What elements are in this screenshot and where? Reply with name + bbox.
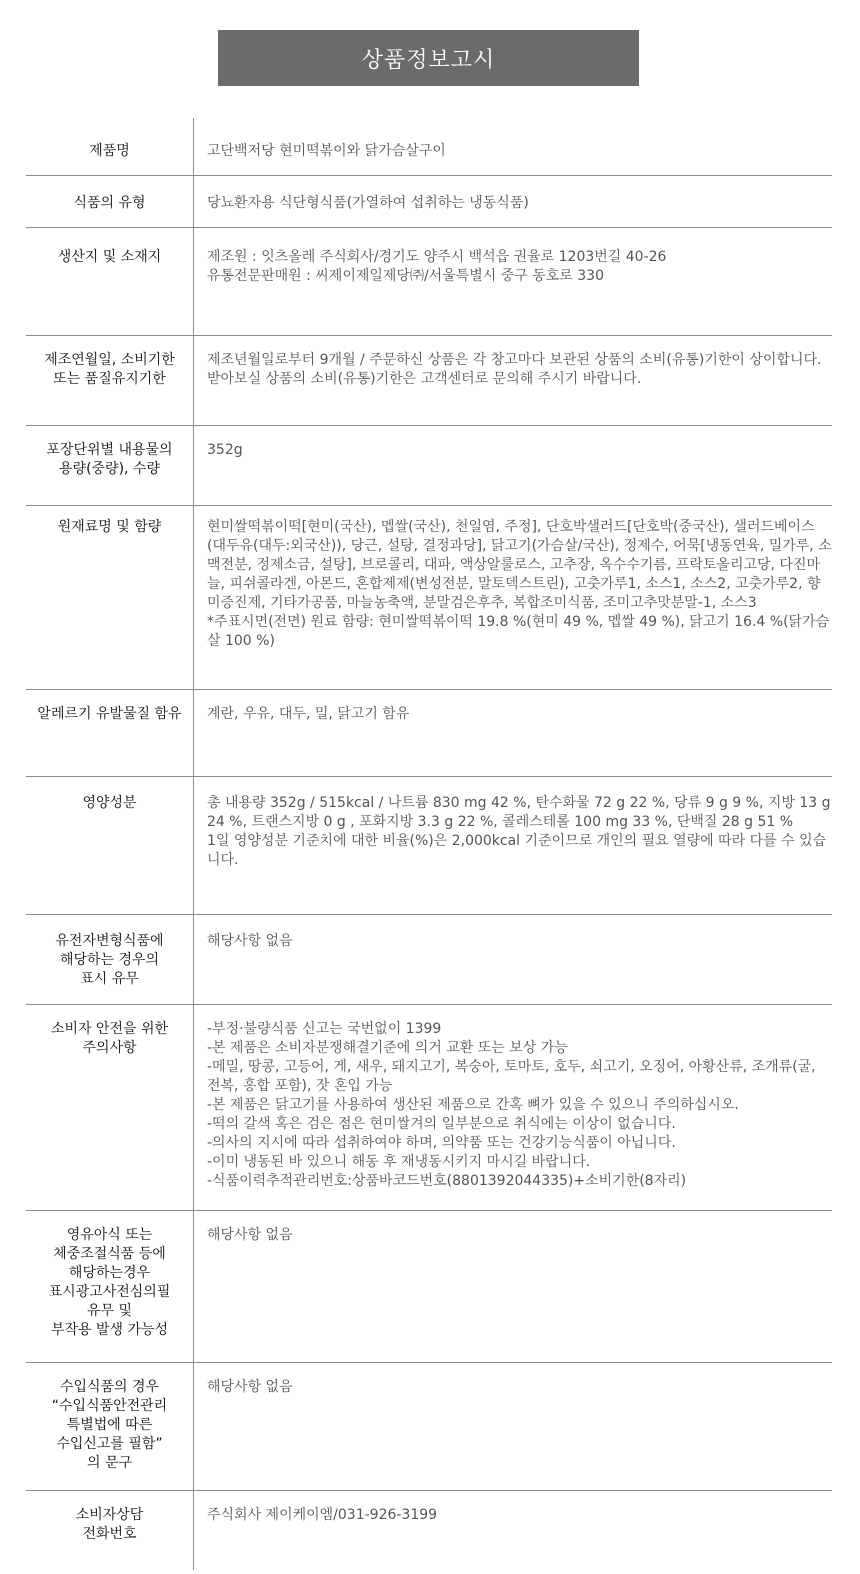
table-row [26, 118, 832, 176]
row-value: 현미쌀떡볶이떡[현미(국산), 멥쌀(국산), 천일염, 주정], 단호박샐러드[단호박(중국산), 샐러드베이스(대두유(대두:외국산)), 당근, 설탕, 결정과당], 닭고기(가슴살/국산), 정제수, 어묵[냉동연육, 밀가루, 소맥전분, 정제소금, 설탕], 브로콜리, 대파, 액상알룰로스, 고추장, 옥수수기름, 프락토올리고당, 다진마늘, 피쉬콜라겐, 아몬드, 혼합제제(변성전분, 말토덱스트린), 고춧가루1, 소스1, 소스2, 고춧가루2, 향미증진제, 기타가공품, 마늘농축액, 분말검은후추, 복합조미식품, 조미고추맛분말-1, 소스3 *주표시면(전면) 원료 함량: 현미쌀떡볶이떡 19.8 %(현미 49 %, 멥쌀 49 %), 닭고기 16.4 %(닭가슴살 100 %) [207, 519, 832, 649]
row-label: 제조연월일, 소비기한 또는 품질유지기한 [26, 336, 194, 425]
row-label: 포장단위별 내용물의 용량(중량), 수량 [26, 426, 194, 505]
row-label: 제품명 [26, 118, 194, 175]
row-label: 영유아식 또는 체중조절식품 등에 해당하는경우 표시광고사전심의필 유무 및 부작용 발생 가능성 [26, 1211, 194, 1362]
row-label: 유전자변형식품에 해당하는 경우의 표시 유무 [26, 915, 194, 1004]
product-info-table [26, 118, 832, 1570]
row-label: 영양성분 [26, 777, 194, 914]
row-value: 당뇨환자용 식단형식품(가열하여 섭취하는 냉동식품) [207, 195, 529, 211]
row-label: 원재료명 및 함량 [26, 506, 194, 689]
row-value: 고단백저당 현미떡볶이와 닭가슴살구이 [207, 143, 446, 159]
row-value: 해당사항 없음 [207, 1379, 293, 1395]
table-row [26, 1005, 832, 1211]
table-row [26, 1211, 832, 1363]
table-row [26, 1363, 832, 1491]
row-value: 제조원 : 잇츠올레 주식회사/경기도 양주시 백석읍 권율로 1203번길 40-26 유통전문판매원 : 씨제이제일제당㈜/서울특별시 중구 동호로 330 [207, 249, 667, 284]
row-label: 소비자상담 전화번호 [26, 1491, 194, 1570]
row-label: 알레르기 유발물질 함유 [26, 690, 194, 776]
row-value: -부정·불량식품 신고는 국번없이 1399 -본 제품은 소비자분쟁해결기준에 의거 교환 또는 보상 가능 -메밀, 땅콩, 고등어, 게, 새우, 돼지고기, 복숭아, 토마토, 호두, 쇠고기, 오징어, 아황산류, 조개류(굴, 전복, 홍합 포함), 잣 혼입 가능 -본 제품은 닭고기를 사용하여 생산된 제품으로 간혹 뼈가 있을 수 있으니 주의하십시오. -떡의 갈색 혹은 검은 점은 현미쌀겨의 일부분으로 취식에는 이상이 없습니다. -의사의 지시에 따라 섭취하여야 하며, 의약품 또는 건강기능식품이 아닙니다. -이미 냉동된 바 있으니 해동 후 재냉동시키지 마시길 바랍니다. -식품이력추적관리번호:상품바코드번호(8801392044335)+소비기한(8자리) [207, 1021, 816, 1189]
table-row [26, 915, 832, 1005]
row-value: 해당사항 없음 [207, 933, 293, 949]
row-value: 계란, 우유, 대두, 밀, 닭고기 함유 [207, 706, 410, 722]
row-label: 식품의 유형 [26, 176, 194, 227]
table-row [26, 1491, 832, 1570]
table-row [26, 228, 832, 336]
table-row [26, 777, 832, 915]
table-row [26, 336, 832, 426]
row-value: 제조년월일로부터 9개월 / 주문하신 상품은 각 창고마다 보관된 상품의 소비(유통)기한이 상이합니다. 받아보실 상품의 소비(유통)기한은 고객센터로 문의해 주시기 바랍니다. [207, 352, 822, 387]
table-row [26, 426, 832, 506]
title-banner [218, 30, 639, 86]
row-value: 주식회사 제이케이엠/031-926-3199 [207, 1507, 438, 1523]
row-label: 생산지 및 소재지 [26, 228, 194, 335]
row-value: 해당사항 없음 [207, 1227, 293, 1243]
table-row [26, 176, 832, 228]
table-row [26, 690, 832, 777]
row-value: 총 내용량 352g / 515kcal / 나트륨 830 mg 42 %, 탄수화물 72 g 22 %, 당류 9 g 9 %, 지방 13 g 24 %, 트랜스지방 0 g , 포화지방 3.3 g 22 %, 콜레스테롤 100 mg 33 %, 단백질 28 g 51 % 1일 영양성분 기준치에 대한 비율(%)은 2,000kcal 기준이므로 개인의 필요 열량에 따라 다를 수 있습니다. [207, 795, 831, 868]
table-row [26, 506, 832, 690]
row-label: 소비자 안전을 위한 주의사항 [26, 1005, 194, 1210]
page-title: 상품정보고시 [218, 30, 639, 86]
row-value: 352g [207, 442, 243, 458]
row-label: 수입식품의 경우 “수입식품안전관리 특별법에 따른 수입신고를 필함” 의 문구 [26, 1363, 194, 1490]
